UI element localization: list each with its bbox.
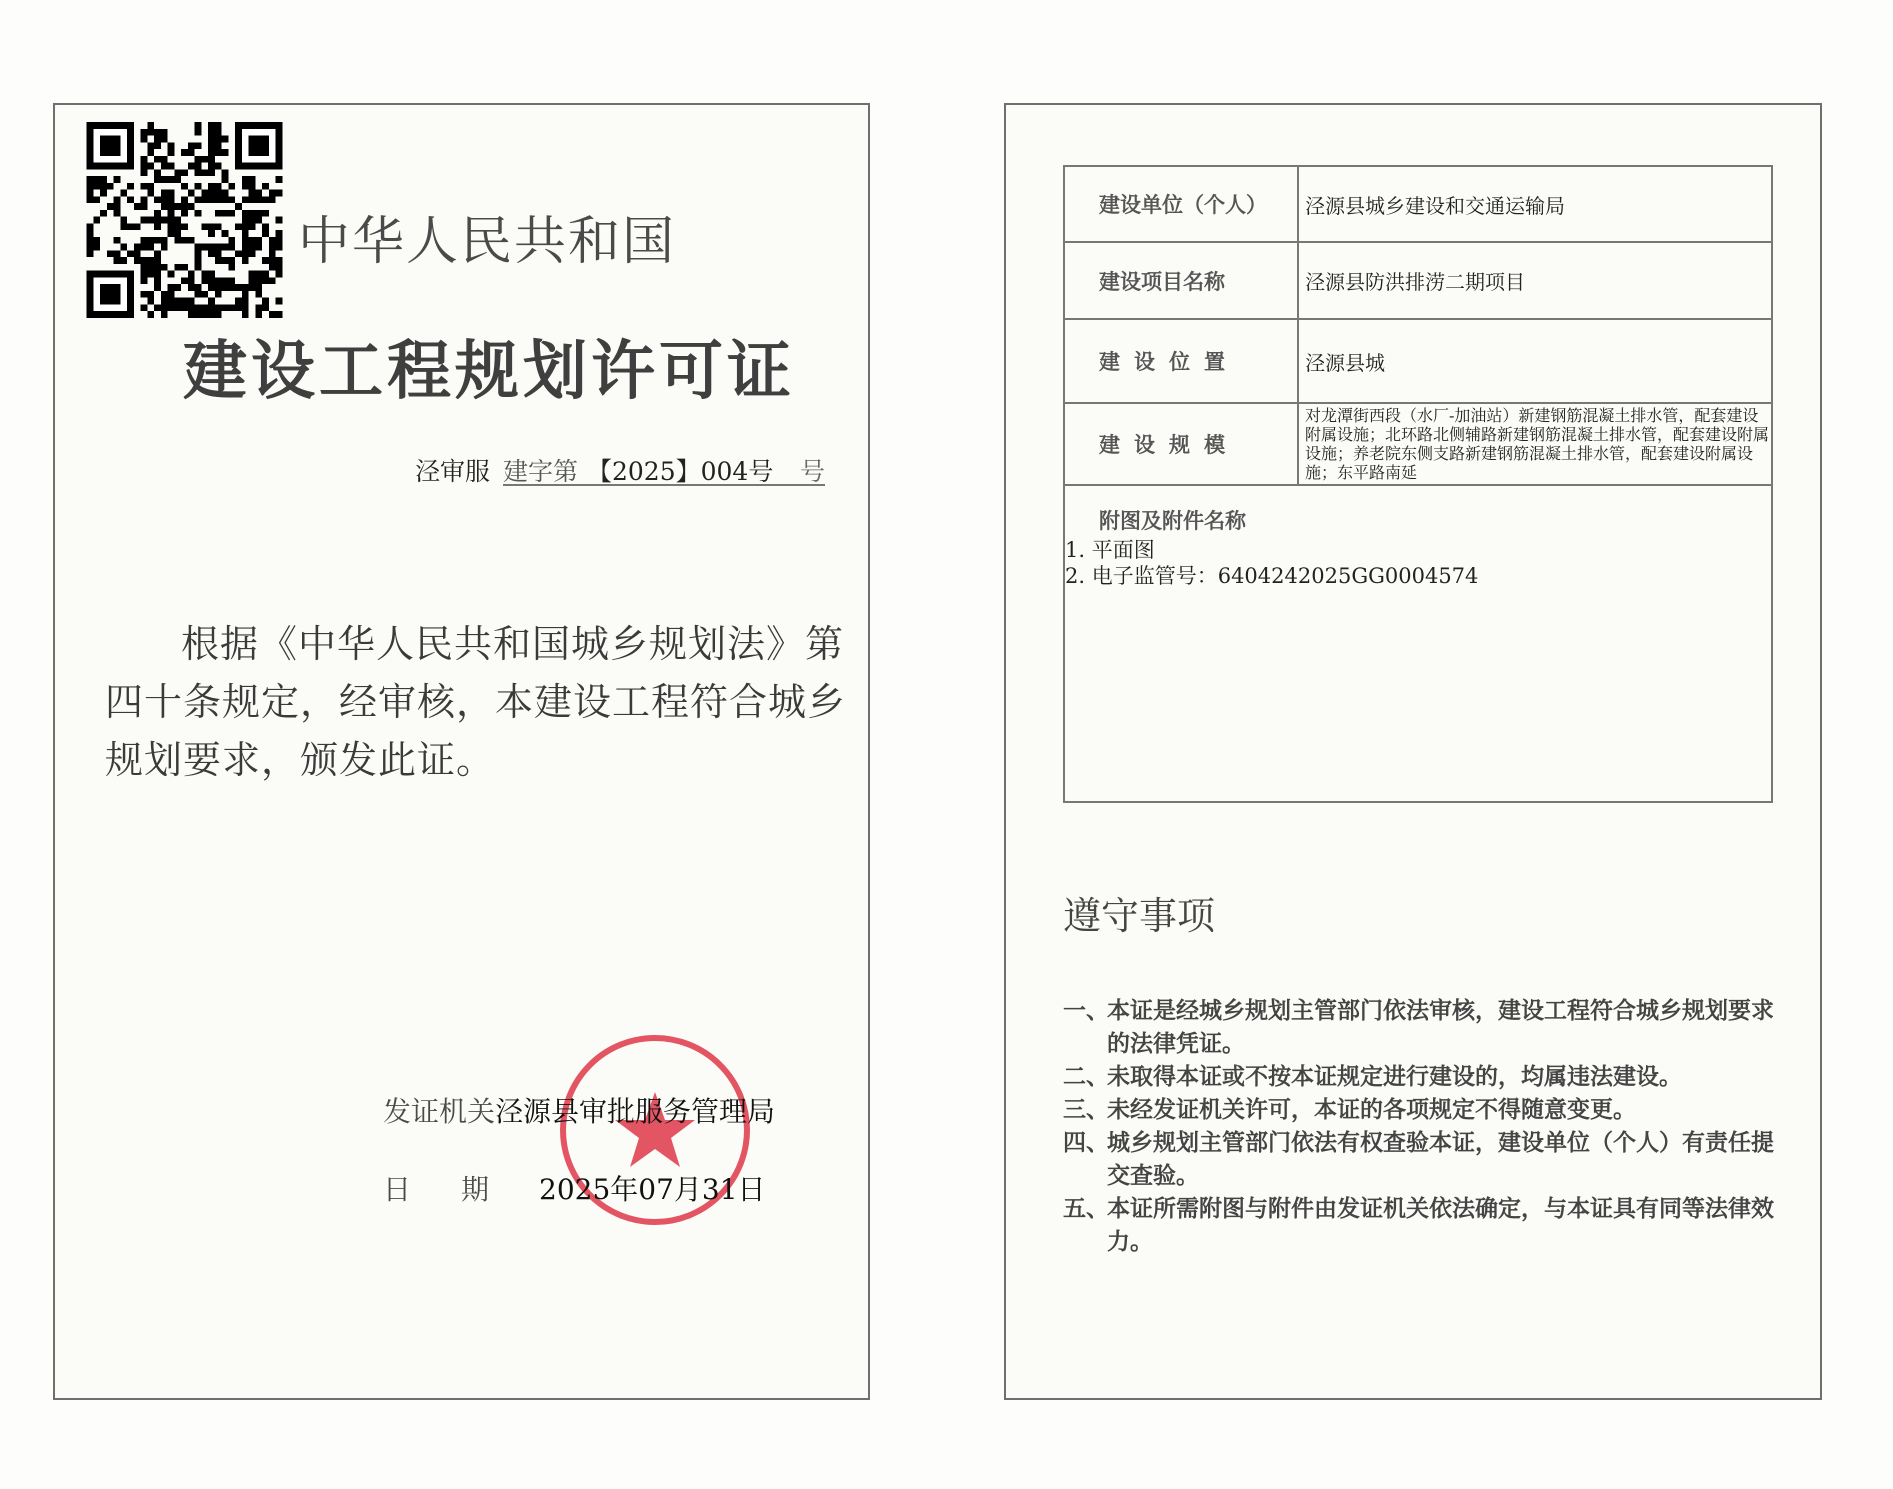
certificate-statement xyxy=(105,615,847,789)
location-label: 建设位置 xyxy=(1065,320,1299,402)
qr-code-icon xyxy=(83,122,286,318)
rule-number: 五、 xyxy=(1063,1196,1109,1222)
issuer-value: 泾源县审批服务管理局 xyxy=(495,1095,776,1128)
rule-text: 城乡规划主管部门依法有权查验本证，建设单位（个人）有责任提交查验。 xyxy=(1107,1130,1774,1189)
date-value: 2025年07月31日 xyxy=(539,1173,766,1206)
rules-list xyxy=(1063,995,1783,1259)
rule-number: 四、 xyxy=(1063,1130,1109,1156)
statement-line: 规划要求，颁发此证。 xyxy=(105,738,496,782)
unit-value: 泾源县城乡建设和交通运输局 xyxy=(1305,193,1565,218)
rule-text: 本证是经城乡规划主管部门依法审核，建设工程符合城乡规划要求的法律凭证。 xyxy=(1107,998,1774,1057)
attachments-list xyxy=(1065,537,1478,589)
rules-title: 遵守事项 xyxy=(1063,894,1216,938)
project-label: 建设项目名称 xyxy=(1065,243,1299,318)
rule-text: 未经发证机关许可，本证的各项规定不得随意变更。 xyxy=(1107,1097,1636,1123)
rule-item xyxy=(1063,1193,1783,1259)
table-row-location xyxy=(1065,320,1771,404)
issuer-row xyxy=(383,1090,775,1130)
certificate-title: 建设工程规划许可证 xyxy=(183,335,795,409)
certificate-cover-page xyxy=(53,103,870,1400)
table-row-unit xyxy=(1065,167,1771,243)
date-label: 日期 xyxy=(383,1173,540,1206)
rule-item xyxy=(1063,1061,1783,1094)
date-row xyxy=(383,1168,766,1208)
rule-item xyxy=(1063,1094,1783,1127)
rule-text: 本证所需附图与附件由发证机关依法确定，与本证具有同等法律效力。 xyxy=(1107,1196,1774,1255)
project-info-table xyxy=(1063,165,1773,803)
rule-number: 二、 xyxy=(1063,1064,1109,1090)
scale-value: 对龙潭街西段（水厂-加油站）新建钢筋混凝土排水管，配套建设附属设施；北环路北侧辅路新建钢筋混凝土排水管，配套建设附属设施；养老院东侧支路新建钢筋混凝土排水管，配套建设附属设施；东平路南延 xyxy=(1305,406,1770,482)
location-value: 泾源县城 xyxy=(1305,350,1385,375)
attachment-item: 2. 电子监管号：6404242025GG0004574 xyxy=(1065,564,1479,588)
statement-line: 四十条规定，经审核，本建设工程符合城乡 xyxy=(105,680,847,724)
number-value: 【2025】004号 xyxy=(587,457,774,486)
rule-item xyxy=(1063,1127,1783,1193)
number-zi: 建字第 xyxy=(503,457,579,486)
project-value: 泾源县防洪排涝二期项目 xyxy=(1305,270,1525,294)
table-row-scale xyxy=(1065,404,1771,486)
rule-number: 三、 xyxy=(1063,1097,1109,1123)
unit-label: 建设单位（个人） xyxy=(1065,167,1299,241)
attachments-label: 附图及附件名称 xyxy=(1099,509,1246,533)
country-name: 中华人民共和国 xyxy=(298,212,677,272)
number-prefix: 泾审服 xyxy=(415,457,491,486)
rule-item xyxy=(1063,995,1783,1061)
rule-text: 未取得本证或不按本证规定进行建设的，均属违法建设。 xyxy=(1107,1064,1682,1090)
attachment-item: 1. 平面图 xyxy=(1065,538,1155,562)
certificate-number xyxy=(415,446,825,488)
rule-number: 一、 xyxy=(1063,998,1109,1024)
scale-label: 建设规模 xyxy=(1065,404,1299,484)
statement-line: 根据《中华人民共和国城乡规划法》第 xyxy=(181,622,845,666)
certificate-detail-page xyxy=(1004,103,1822,1400)
issuer-label: 发证机关 xyxy=(383,1095,496,1128)
table-row-project xyxy=(1065,243,1771,320)
number-suffix: 号 xyxy=(799,457,825,486)
